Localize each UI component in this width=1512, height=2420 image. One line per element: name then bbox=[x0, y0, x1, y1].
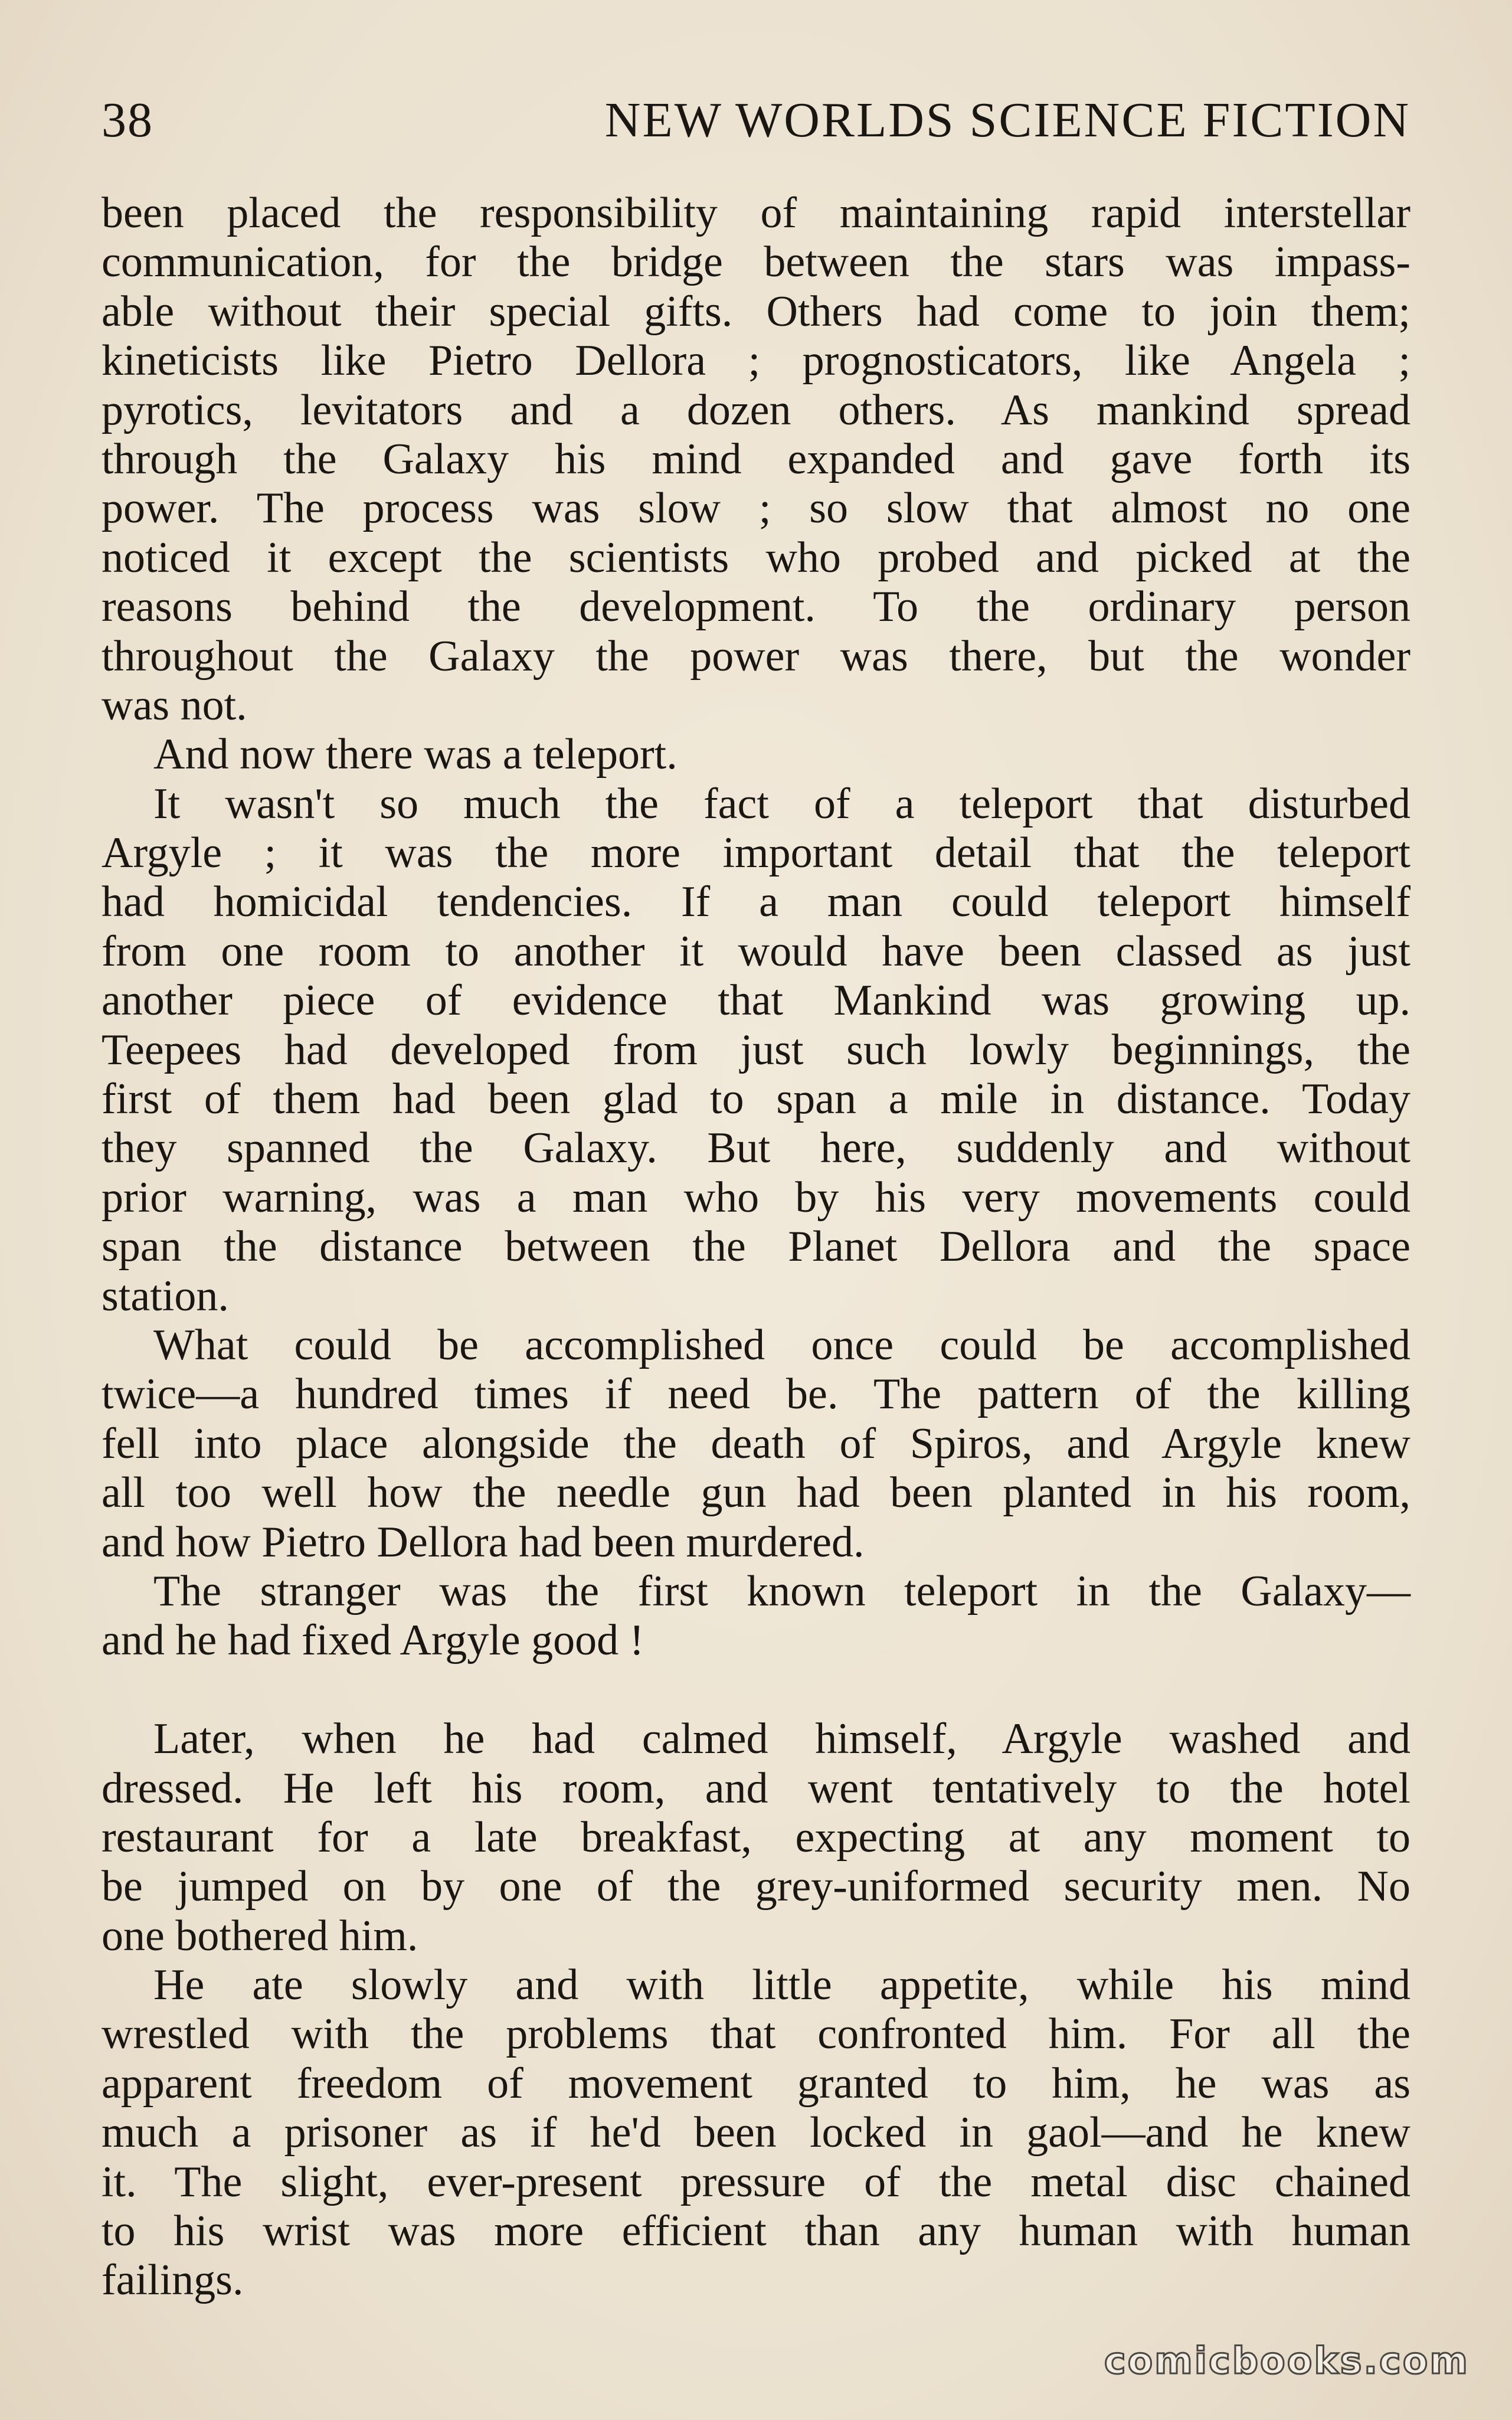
text-line: all too well how the needle gun had been planted in his room, bbox=[102, 1469, 1410, 1518]
text-line: prior warning, was a man who by his very movements could bbox=[102, 1173, 1410, 1222]
text-line: restaurant for a late breakfast, expecting at any moment to bbox=[102, 1813, 1410, 1862]
text-line: What could be accomplished once could be accomplished bbox=[153, 1320, 1410, 1369]
text-line: failings. bbox=[102, 2256, 244, 2305]
text-line: The stranger was the first known teleport in the Galaxy— bbox=[153, 1567, 1410, 1615]
running-header bbox=[102, 91, 1410, 156]
running-title: NEW WORLDS SCIENCE FICTION bbox=[604, 93, 1410, 148]
text-line: one bothered him. bbox=[102, 1911, 418, 1960]
text-line: power. The process was slow ; so slow that almost no one bbox=[102, 484, 1410, 533]
text-line: dressed. He left his room, and went tentatively to the hotel bbox=[102, 1764, 1410, 1813]
text-line: much a prisoner as if he'd been locked in gaol—and he knew bbox=[102, 2108, 1410, 2157]
paragraph bbox=[102, 1961, 1410, 2305]
paragraph bbox=[102, 1715, 1410, 1961]
text-line: pyrotics, levitators and a dozen others. As mankind spread bbox=[102, 385, 1410, 434]
paragraph bbox=[102, 189, 1410, 730]
text-line: first of them had been glad to span a mile in distance. Today bbox=[102, 1075, 1410, 1124]
paragraph bbox=[102, 730, 1410, 779]
text-line: reasons behind the development. To the ordinary person bbox=[102, 583, 1410, 632]
text-line: It wasn't so much the fact of a teleport that disturbed bbox=[153, 779, 1410, 828]
page-number: 38 bbox=[102, 93, 153, 148]
text-line: another piece of evidence that Mankind was growing up. bbox=[102, 976, 1410, 1025]
text-line: Argyle ; it was the more important detail that the teleport bbox=[102, 829, 1410, 878]
watermark-logo: comicbooks.com bbox=[1104, 2339, 1470, 2382]
paragraph bbox=[102, 780, 1410, 1321]
text-line: and how Pietro Dellora had been murdered. bbox=[102, 1518, 865, 1567]
text-line: throughout the Galaxy the power was there, but the wonder bbox=[102, 632, 1410, 681]
text-line: span the distance between the Planet Dellora and the space bbox=[102, 1222, 1410, 1271]
text-line: kineticists like Pietro Dellora ; prognosticators, like Angela ; bbox=[102, 336, 1410, 385]
text-line: He ate slowly and with little appetite, while his mind bbox=[153, 1961, 1410, 2010]
paragraph bbox=[102, 1321, 1410, 1567]
section-break bbox=[102, 1666, 1410, 1715]
text-line: it. The slight, ever-present pressure of the metal disc chained bbox=[102, 2157, 1410, 2206]
text-line: twice—a hundred times if need be. The pattern of the killing bbox=[102, 1370, 1410, 1419]
text-line: be jumped on by one of the grey-uniformed security men. No bbox=[102, 1862, 1410, 1911]
text-line: fell into place alongside the death of Spiros, and Argyle knew bbox=[102, 1419, 1410, 1468]
paragraph bbox=[102, 1567, 1410, 1666]
text-line: from one room to another it would have been classed as just bbox=[102, 927, 1410, 976]
text-line: Teepees had developed from just such lowly beginnings, the bbox=[102, 1025, 1410, 1074]
text-line: was not. bbox=[102, 681, 247, 730]
text-line: through the Galaxy his mind expanded and gave forth its bbox=[102, 434, 1410, 483]
text-line: And now there was a teleport. bbox=[153, 730, 678, 779]
text-line: been placed the responsibility of maintaining rapid interstellar bbox=[102, 189, 1410, 237]
text-line: apparent freedom of movement granted to him, he was as bbox=[102, 2059, 1410, 2108]
text-line: Later, when he had calmed himself, Argyle washed and bbox=[153, 1715, 1410, 1764]
text-line: and he had fixed Argyle good ! bbox=[102, 1616, 644, 1665]
body-text bbox=[102, 189, 1410, 2305]
text-line: wrestled with the problems that confronted him. For all the bbox=[102, 2010, 1410, 2059]
text-line: able without their special gifts. Others had come to join them; bbox=[102, 287, 1410, 336]
text-line: they spanned the Galaxy. But here, suddenly and without bbox=[102, 1124, 1410, 1173]
text-line: station. bbox=[102, 1271, 229, 1320]
text-line: to his wrist was more efficient than any human with human bbox=[102, 2207, 1410, 2256]
text-line: had homicidal tendencies. If a man could teleport himself bbox=[102, 878, 1410, 927]
text-line: communication, for the bridge between the stars was impass- bbox=[102, 238, 1410, 287]
text-line: noticed it except the scientists who probed and picked at the bbox=[102, 533, 1410, 582]
